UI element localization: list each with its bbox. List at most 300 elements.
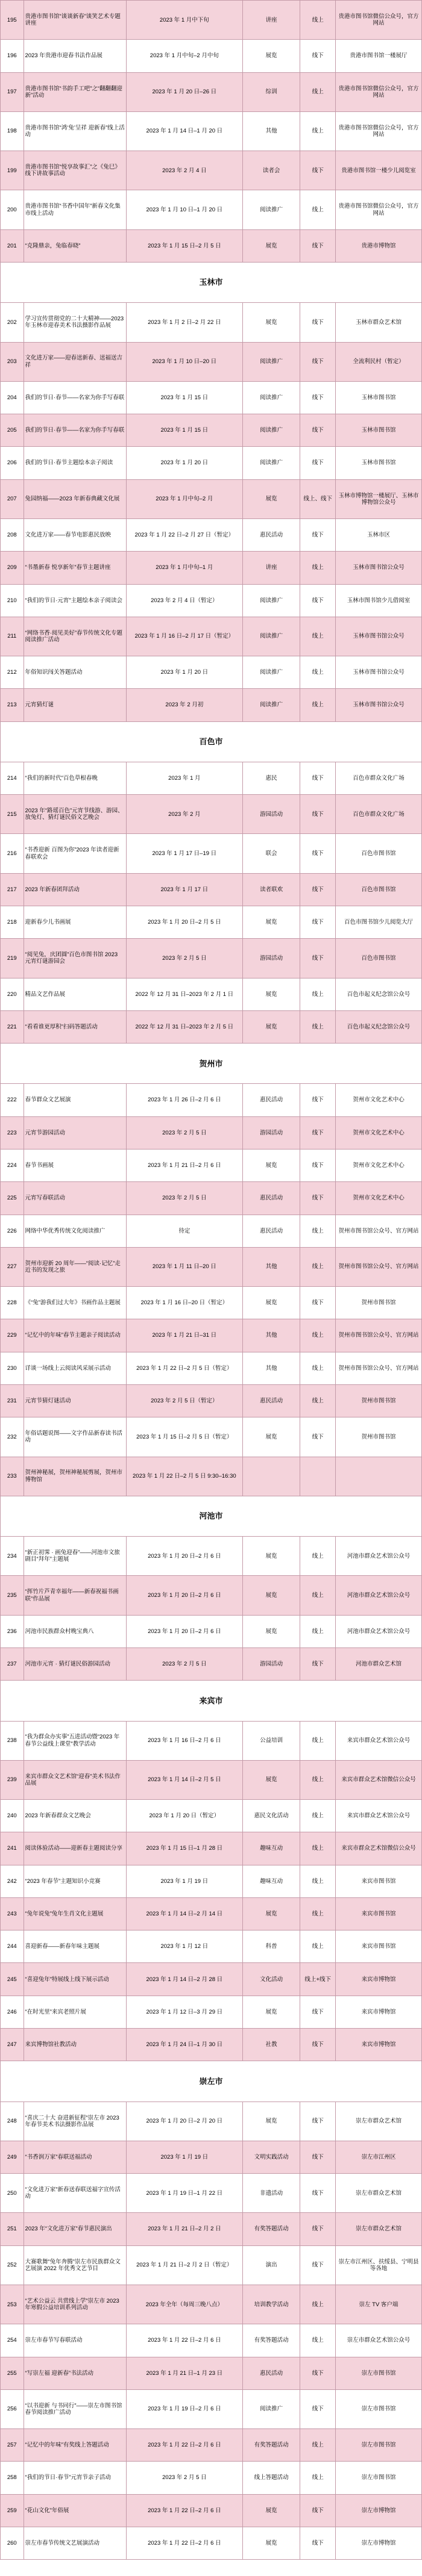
table-row	[1, 1384, 422, 1417]
table-row	[1, 2357, 422, 2389]
table-row	[1, 229, 422, 262]
cell-no: 201	[1, 229, 24, 262]
cell-no: 220	[1, 978, 24, 1010]
cell-time: 2023 年 1 月 22 日–2 月 27 日（暂定）	[126, 518, 242, 551]
cell-no: 243	[1, 1897, 24, 1930]
cell-mode: 线上	[300, 552, 335, 584]
cell-no: 208	[1, 518, 24, 551]
cell-name: 贺州市迎新 20 周年——“阅读·记忆”走近书的发现之旅	[24, 1247, 126, 1286]
cell-type: 游园活动	[242, 939, 300, 978]
cell-name: 喜迎新春——新春年味主题展	[24, 1930, 126, 1963]
cell-no: 219	[1, 939, 24, 978]
region-title: 河池市	[1, 1496, 422, 1536]
cell-time: 2023 年 1 月 15 日	[126, 414, 242, 447]
cell-name: “新正初霁 · 画兔迎春”——河池市文旅剧目“拜年”主题展	[24, 1537, 126, 1576]
cell-time: 2023 年 1 月 15 日–1 月 28 日	[126, 1832, 242, 1865]
cell-no: 226	[1, 1215, 24, 1247]
cell-time: 2023 年 1 月 19 日–2 月 6 日	[126, 2389, 242, 2428]
cell-type: 展览	[242, 1897, 300, 1930]
cell-time: 2023 年 1 月 21 日–31 日	[126, 1319, 242, 1352]
cell-type: 有奖答题活动	[242, 2213, 300, 2245]
table-row	[1, 2285, 422, 2324]
cell-type: 趣味互动	[242, 1832, 300, 1865]
cell-platform: 百色市图书馆	[335, 873, 421, 906]
table-row	[1, 518, 422, 551]
cell-platform: 崇左市博物馆	[335, 2527, 421, 2559]
cell-no: 228	[1, 1287, 24, 1319]
cell-mode: 线下	[300, 342, 335, 381]
cell-no: 199	[1, 151, 24, 190]
cell-platform: 来宾市博物馆	[335, 1963, 421, 1996]
table-row	[1, 111, 422, 151]
table-row	[1, 2389, 422, 2428]
cell-platform: 百色市起义纪念馆公众号	[335, 1010, 421, 1043]
cell-time: 2023 年 2 月 5 日	[126, 939, 242, 978]
table-row	[1, 479, 422, 518]
table-row	[1, 1963, 422, 1996]
table-row	[1, 2324, 422, 2357]
cell-mode: 线下	[300, 1182, 335, 1215]
cell-time: 2023 年 1 月 22 日–2 月 6 日	[126, 2324, 242, 2357]
cell-name: “阅见兔，庆团圆”百色市图书馆 2023 元宵灯谜游园会	[24, 939, 126, 978]
cell-platform: 贵港市图书馆微信公众号，官方网站	[335, 1, 421, 40]
cell-no: 236	[1, 1615, 24, 1647]
cell-name: “我为群众办实事”五进活动暨“2023 年春节公益线上课堂”教学活动	[24, 1721, 126, 1760]
cell-mode: 线下	[300, 2527, 335, 2559]
cell-name: “克隆鼎亲，兔临春晓”	[24, 229, 126, 262]
cell-mode: 线下	[300, 873, 335, 906]
table-row	[1, 72, 422, 111]
cell-name: 我们的节日·春节——名家为你手写春联	[24, 381, 126, 414]
cell-name: “书香迎新 百图为你”2023 年读者迎新春联欢会	[24, 834, 126, 873]
cell-type: 读者会	[242, 151, 300, 190]
cell-type: 惠民文化活动	[242, 1800, 300, 1832]
cell-time: 2023 年 1 月中旬–1 月	[126, 552, 242, 584]
cell-name: 2023 年“文化进万家”春节惠民演出	[24, 2213, 126, 2245]
cell-platform: 崇左市图书馆	[335, 2389, 421, 2428]
cell-name: 春节群众文艺展演	[24, 1084, 126, 1116]
cell-time: 2023 年 2 月 5 日（暂定）	[126, 1384, 242, 1417]
table-row	[1, 1182, 422, 1215]
cell-platform: 来宾市博物馆	[335, 1996, 421, 2028]
cell-type: 阅读推广	[242, 584, 300, 617]
cell-platform: 全流利民村（暂定）	[335, 342, 421, 381]
cell-name: 春节书画展	[24, 1150, 126, 1182]
cell-type: 阅读推广	[242, 2389, 300, 2428]
cell-type: 阅读推广	[242, 447, 300, 479]
cell-name: 大赛歌舞“兔年奔腾”崇左市民族群众文艺展演 2022 年优秀文艺节目	[24, 2245, 126, 2285]
cell-name: “文化进万家”新春送春联送福字宣传活动	[24, 2174, 126, 2213]
cell-time: 2023 年 1 月 22 日–2 月 6 日	[126, 2527, 242, 2559]
cell-time: 2023 年 1 月中下旬	[126, 1, 242, 40]
cell-type: 阅读推广	[242, 342, 300, 381]
cell-no: 221	[1, 1010, 24, 1043]
cell-mode: 线上	[300, 1832, 335, 1865]
cell-no: 217	[1, 873, 24, 906]
cell-type: 展览	[242, 978, 300, 1010]
cell-no: 195	[1, 1, 24, 40]
table-row	[1, 1865, 422, 1897]
table-row	[1, 2527, 422, 2559]
table-row	[1, 2174, 422, 2213]
cell-time: 2023 年 1 月 20 日	[126, 447, 242, 479]
cell-type: 惠民活动	[242, 1084, 300, 1116]
cell-name: 文化进万家——迎春送新春、送福送吉祥	[24, 342, 126, 381]
cell-type: 非遗活动	[242, 2174, 300, 2213]
cell-name: “看看谁更厚积”扫码答题活动	[24, 1010, 126, 1043]
cell-type: 惠民活动	[242, 1384, 300, 1417]
cell-type: 其他	[242, 111, 300, 151]
cell-mode: 线下	[300, 795, 335, 834]
cell-platform	[335, 1457, 421, 1496]
table-row	[1, 342, 422, 381]
cell-name: 贵港市图书馆“书香中国年”新春文化集市线上活动	[24, 190, 126, 229]
cell-time: 2023 年 1 月 16 日–2 月 17 日（暂定）	[126, 617, 242, 656]
region-title: 崇左市	[1, 2061, 422, 2102]
cell-name: “我们的节日·元宵”主题绘本亲子阅读会	[24, 584, 126, 617]
cell-platform: 来宾市群众艺术馆微信公众号	[335, 1832, 421, 1865]
cell-platform: 百色市图书馆	[335, 939, 421, 978]
cell-type: 阅读推广	[242, 190, 300, 229]
cell-mode: 线上、线下	[300, 479, 335, 518]
cell-platform: 贵港市图书馆微信公众号，官方网站	[335, 72, 421, 111]
cell-name: 阅读体验活动——迎新春主题阅读分享	[24, 1832, 126, 1865]
cell-time: 2023 年 1 月 14 日–2 月 14 日	[126, 1897, 242, 1930]
cell-time: 2023 年 1 月 20 日（暂定）	[126, 1800, 242, 1832]
cell-name: 年俗知识闯关答题活动	[24, 656, 126, 689]
cell-platform: 崇左市图书馆	[335, 2429, 421, 2462]
cell-time: 2023 年 1 月 19 日	[126, 1865, 242, 1897]
table-row	[1, 1417, 422, 1457]
cell-type: 阅读推广	[242, 414, 300, 447]
cell-platform: 百色市群众文化广场	[335, 762, 421, 794]
cell-no: 231	[1, 1384, 24, 1417]
cell-mode: 线上+线下	[300, 1963, 335, 1996]
cell-type: 展览	[242, 1287, 300, 1319]
table-row	[1, 414, 422, 447]
cell-type: 演出	[242, 2245, 300, 2285]
cell-no: 249	[1, 2141, 24, 2173]
region-header-row	[1, 262, 422, 302]
cell-platform: 玉林市区	[335, 518, 421, 551]
cell-mode: 线上	[300, 1247, 335, 1286]
cell-time: 2023 年 1 月 20 日–26 日	[126, 72, 242, 111]
cell-no: 235	[1, 1576, 24, 1615]
cell-mode: 线上	[300, 1721, 335, 1760]
cell-mode: 线下	[300, 2389, 335, 2428]
region-header-row	[1, 1496, 422, 1536]
cell-name: “写崇左福 迎新春”书法活动	[24, 2357, 126, 2389]
cell-type: 展览	[242, 1760, 300, 1799]
cell-platform: 贺州市文化艺术中心	[335, 1116, 421, 1149]
cell-name: 贵港市图书馆“书韵手工吧”之“翻翻翻迎新”活动	[24, 72, 126, 111]
cell-time: 2023 年 1 月 15 日	[126, 381, 242, 414]
cell-type: 展览	[242, 1150, 300, 1182]
cell-name: 河池市元宵 · 猜灯谜民俗游园活动	[24, 1647, 126, 1680]
cell-mode: 线下	[300, 1996, 335, 2028]
cell-time: 2023 年 2 月 4 日（暂定）	[126, 584, 242, 617]
cell-time: 2023 年 2 月 4 日	[126, 151, 242, 190]
cell-no: 242	[1, 1865, 24, 1897]
cell-platform: 崇左市群众艺术馆公众号	[335, 2324, 421, 2357]
cell-type: 展览	[242, 2527, 300, 2559]
cell-name: 来宾博物馆社教活动	[24, 2029, 126, 2061]
cell-type: 展览	[242, 1417, 300, 1457]
cell-time: 2023 年 1 月 2 日–2 月 22 日	[126, 303, 242, 342]
table-row	[1, 1996, 422, 2028]
cell-type: 惠民活动	[242, 518, 300, 551]
cell-mode: 线下	[300, 1084, 335, 1116]
cell-name: “网络书香·阅见美好”春节传统文化专题阅读推广活动	[24, 617, 126, 656]
table-row	[1, 2494, 422, 2527]
cell-mode: 线上	[300, 2324, 335, 2357]
cell-time: 2023 年 1 月 21 日–2 月 2 日	[126, 2213, 242, 2245]
cell-platform: 玉林市图书馆公众号	[335, 689, 421, 721]
cell-no: 210	[1, 584, 24, 617]
cell-mode: 线上	[300, 1865, 335, 1897]
cell-type: 线上答题活动	[242, 2462, 300, 2494]
cell-no: 200	[1, 190, 24, 229]
cell-platform: 来宾市群众艺术馆公众号	[335, 1721, 421, 1760]
cell-no: 204	[1, 381, 24, 414]
cell-platform: 贺州市图书馆	[335, 1287, 421, 1319]
cell-type: 其他	[242, 1247, 300, 1286]
table-row	[1, 2141, 422, 2173]
region-header-row	[1, 2061, 422, 2102]
cell-no: 213	[1, 689, 24, 721]
table-row	[1, 762, 422, 794]
cell-name: 年俗话题说图——文字作品新春读书活动	[24, 1417, 126, 1457]
cell-time: 2023 年 1 月 17 日	[126, 873, 242, 906]
cell-type: 展览	[242, 479, 300, 518]
cell-name: “2023 年春节”主题知识小竞赛	[24, 1865, 126, 1897]
cell-platform: 玉林市图书馆	[335, 447, 421, 479]
cell-no: 254	[1, 2324, 24, 2357]
cell-no: 247	[1, 2029, 24, 2061]
cell-no: 238	[1, 1721, 24, 1760]
cell-platform: 贺州市图书馆	[335, 1384, 421, 1417]
cell-platform: 玉林市图书馆少儿借阅室	[335, 584, 421, 617]
cell-mode: 线下	[300, 414, 335, 447]
cell-no: 239	[1, 1760, 24, 1799]
cell-platform: 百色市图书馆	[335, 834, 421, 873]
cell-type: 惠民活动	[242, 1182, 300, 1215]
cell-type: 展览	[242, 1996, 300, 2028]
cell-mode: 线下	[300, 518, 335, 551]
cell-no: 214	[1, 762, 24, 794]
cell-no: 252	[1, 2245, 24, 2285]
cell-type: 游园活动	[242, 1647, 300, 1680]
cell-no: 241	[1, 1832, 24, 1865]
cell-type: 社教	[242, 2029, 300, 2061]
cell-name: 贵港市图书馆“悦享故事汇”之《兔巳》线下讲故事活动	[24, 151, 126, 190]
region-header-row	[1, 721, 422, 762]
cell-type: 文化活动	[242, 1963, 300, 1996]
cell-type: 公益培训	[242, 1721, 300, 1760]
cell-no: 233	[1, 1457, 24, 1496]
cell-name: “书香润万家”春联送福活动	[24, 2141, 126, 2173]
cell-platform: 河池市群众艺术馆公众号	[335, 1576, 421, 1615]
cell-platform: 崇左市图书馆	[335, 2357, 421, 2389]
cell-platform: 贵港市图书馆一楼少儿阅览室	[335, 151, 421, 190]
table-row	[1, 1760, 422, 1799]
cell-mode: 线上	[300, 190, 335, 229]
cell-mode: 线下	[300, 584, 335, 617]
cell-no: 198	[1, 111, 24, 151]
cell-name: “兔年说兔”兔年生肖文化主题展	[24, 1897, 126, 1930]
table-row	[1, 381, 422, 414]
cell-no: 232	[1, 1417, 24, 1457]
cell-type: 展览	[242, 229, 300, 262]
cell-type: 展览	[242, 906, 300, 939]
cell-name: 贵港市图书馆“鸿‘兔’呈祥 迎新春”线上活动	[24, 111, 126, 151]
cell-name: 贵港市图书馆“谈谈新春”谈笑艺术专题讲座	[24, 1, 126, 40]
cell-platform: 玉林市博物馆一楼展厅、玉林市博物馆公众号	[335, 479, 421, 518]
cell-platform: 贺州市图书馆公众号、官方网站	[335, 1247, 421, 1286]
table-row	[1, 1319, 422, 1352]
cell-platform: 贵港市图书馆微信公众号，官方网站	[335, 190, 421, 229]
cell-type: 其他	[242, 1352, 300, 1384]
cell-platform: 贵港市图书馆微信公众号，官方网站	[335, 111, 421, 151]
cell-platform: 贵港市图书馆一楼展厅	[335, 40, 421, 72]
region-title: 来宾市	[1, 1681, 422, 1721]
cell-time: 2023 年 1 月 20 日–2 月 6 日	[126, 1615, 242, 1647]
cell-platform: 来宾市图书馆	[335, 1865, 421, 1897]
cell-name: 元宵节游园活动	[24, 1116, 126, 1149]
cell-type: 展览	[242, 2102, 300, 2141]
cell-type: 展览	[242, 1576, 300, 1615]
table-row	[1, 1116, 422, 1149]
cell-no: 246	[1, 1996, 24, 2028]
cell-time: 2023 年 1 月 15 日–2 月 5 日（暂定）	[126, 1417, 242, 1457]
cell-mode: 线上	[300, 2462, 335, 2494]
cell-time: 2023 年 1 月 10 日–1 月 20 日	[126, 190, 242, 229]
cell-platform: 崇左 TV 客户端	[335, 2285, 421, 2324]
cell-mode: 线下	[300, 1150, 335, 1182]
cell-mode: 线下	[300, 2357, 335, 2389]
table-row	[1, 190, 422, 229]
cell-time: 2023 年 1 月 10 日–20 日	[126, 342, 242, 381]
cell-mode: 线上	[300, 1576, 335, 1615]
cell-type: 读者联欢	[242, 873, 300, 906]
cell-time: 2023 年 1 月 11 日–20 日	[126, 1247, 242, 1286]
table-row	[1, 795, 422, 834]
cell-mode: 线下	[300, 151, 335, 190]
cell-name: 贺州神秘展，贺州神秘展剪展，贺州市博物馆	[24, 1457, 126, 1496]
cell-name: “艺术公益云 共赏线上学”崇左市 2023 年寒假公益培训系列活动	[24, 2285, 126, 2324]
cell-no: 215	[1, 795, 24, 834]
cell-type: 阅读推广	[242, 617, 300, 656]
cell-time: 2023 年 1 月 26 日–2 月 6 日	[126, 1084, 242, 1116]
cell-type: 讲座	[242, 1, 300, 40]
cell-mode: 线下	[300, 1647, 335, 1680]
cell-type: 游园活动	[242, 1116, 300, 1149]
cell-time: 2022 年 12 月 31 日–2023 年 2 月 5 日	[126, 1010, 242, 1043]
cell-mode: 线下	[300, 834, 335, 873]
cell-name: “喜迎兔年”特展线上线下展示活动	[24, 1963, 126, 1996]
table-row	[1, 1150, 422, 1182]
cell-platform: 贵港市博物馆	[335, 229, 421, 262]
cell-mode: 线上	[300, 1930, 335, 1963]
cell-time: 2023 年全年（每周三晚八点）	[126, 2285, 242, 2324]
cell-time: 2023 年 1 月 16 日–2 月 6 日	[126, 1721, 242, 1760]
cell-name: 2023 年“路瑶百色”元宵节线游、游园、放兔灯、猜灯谜民俗文艺晚会	[24, 795, 126, 834]
cell-no: 197	[1, 72, 24, 111]
region-title: 贺州市	[1, 1044, 422, 1084]
cell-name: “我们的新时代”百色草根春晚	[24, 762, 126, 794]
table-row	[1, 1247, 422, 1286]
cell-platform: 玉林市图书馆公众号	[335, 617, 421, 656]
cell-mode: 线上	[300, 1352, 335, 1384]
cell-name: 崇左市春节写春联活动	[24, 2324, 126, 2357]
cell-platform: 来宾市博物馆	[335, 2029, 421, 2061]
cell-no: 248	[1, 2102, 24, 2141]
cell-time: 2023 年 1 月 20 日	[126, 656, 242, 689]
cell-type: 文明实践活动	[242, 2141, 300, 2173]
cell-platform: 贺州市文化艺术中心	[335, 1182, 421, 1215]
cell-platform: 贺州市图书馆公众号、官方网站	[335, 1215, 421, 1247]
cell-no: 253	[1, 2285, 24, 2324]
cell-mode: 线上	[300, 1897, 335, 1930]
cell-mode: 线上	[300, 689, 335, 721]
table-row	[1, 1930, 422, 1963]
cell-no: 257	[1, 2429, 24, 2462]
cell-name: 2023 年新春群众文艺晚会	[24, 1800, 126, 1832]
cell-mode: 线上	[300, 1800, 335, 1832]
cell-name: 河池市民族群众村晚宝典八	[24, 1615, 126, 1647]
table-row	[1, 447, 422, 479]
cell-mode: 线下	[300, 1417, 335, 1457]
table-row	[1, 40, 422, 72]
cell-platform: 百色市图书馆少儿阅览大厅	[335, 906, 421, 939]
cell-type: 展览	[242, 1537, 300, 1576]
cell-type: 惠民活动	[242, 2357, 300, 2389]
table-row	[1, 939, 422, 978]
cell-time: 2023 年 1 月中旬–2 月	[126, 479, 242, 518]
cell-mode: 线下	[300, 2245, 335, 2285]
cell-mode: 线上	[300, 656, 335, 689]
cell-mode	[300, 1457, 335, 1496]
table-row	[1, 1352, 422, 1384]
cell-platform: 贺州市图书馆公众号、官方网站	[335, 1352, 421, 1384]
cell-mode: 线下	[300, 762, 335, 794]
cell-type	[242, 1457, 300, 1496]
cell-no: 229	[1, 1319, 24, 1352]
cell-no: 218	[1, 906, 24, 939]
cell-time: 2023 年 1 月 19 日–1 月 22 日	[126, 2174, 242, 2213]
cell-no: 206	[1, 447, 24, 479]
table-row	[1, 1832, 422, 1865]
cell-no: 222	[1, 1084, 24, 1116]
table-row	[1, 2029, 422, 2061]
cell-platform: 来宾市图书馆	[335, 1930, 421, 1963]
cell-platform: 崇左市群众艺术馆	[335, 2174, 421, 2213]
cell-platform: 贺州市文化艺术中心	[335, 1084, 421, 1116]
cell-name: 我们的节日·春节——名家为你手写春联	[24, 414, 126, 447]
cell-time: 2023 年 2 月 5 日	[126, 1182, 242, 1215]
cell-platform: 崇左市群众艺术馆	[335, 2102, 421, 2141]
cell-time: 2023 年 2 月初	[126, 689, 242, 721]
cell-type: 展览	[242, 1010, 300, 1043]
cell-type: 讲座	[242, 552, 300, 584]
cell-name: 迎新春少儿书画展	[24, 906, 126, 939]
cell-time: 2023 年 1 月 12 日–3 月 29 日	[126, 1996, 242, 2028]
cell-platform: 崇左市江州区、扶绥县、宁明县等各地	[335, 2245, 421, 2285]
cell-name: “我们的节日·春节”元宵节亲子活动	[24, 2462, 126, 2494]
cell-name: 2023 年贵港市迎春书法作品展	[24, 40, 126, 72]
cell-mode: 线上	[300, 1384, 335, 1417]
cell-mode: 线上	[300, 1, 335, 40]
